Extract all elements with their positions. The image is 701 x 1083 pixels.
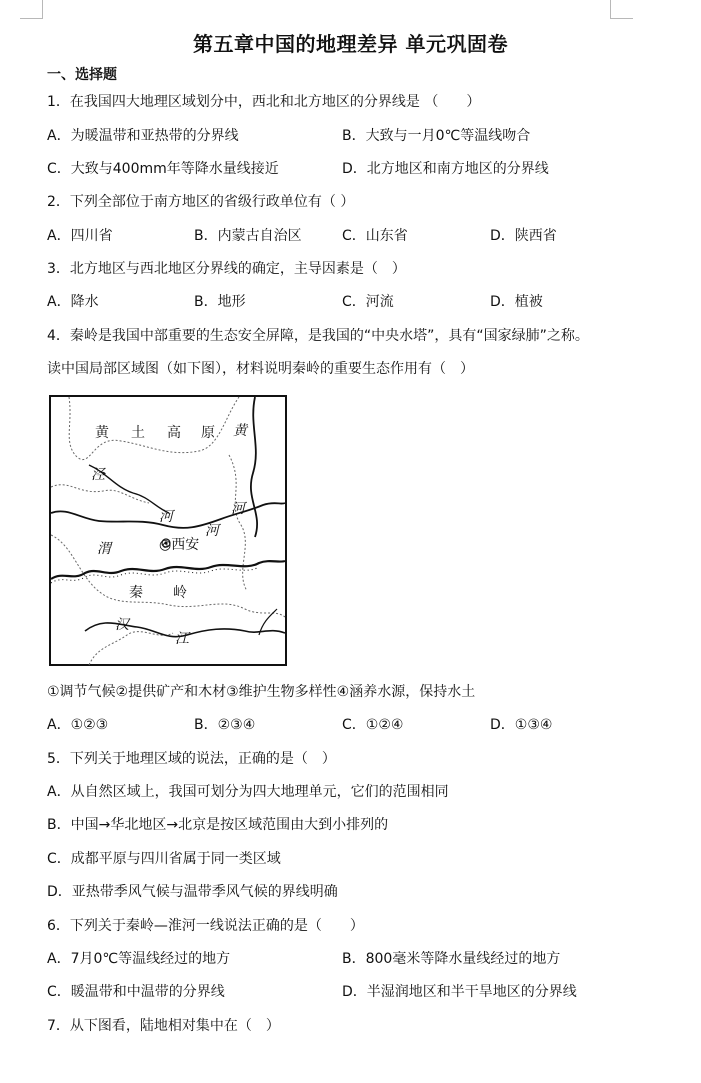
map-label-ling: 岭 — [173, 585, 187, 601]
page-corner-mark-left — [20, 0, 43, 19]
question-5-stem: 5．下列关于地理区域的说法，正确的是（ ） — [47, 751, 336, 767]
question-2-option-c: C．山东省 — [342, 228, 408, 244]
question-4-statements: ①调节气候②提供矿产和木材③维护生物多样性④涵养水源，保持水土 — [47, 684, 476, 700]
question-5-option-c: C．成都平原与四川省属于同一类区域 — [47, 851, 281, 867]
question-7-stem: 7．从下图看，陆地相对集中在（ ） — [47, 1018, 280, 1034]
question-1-option-a: A．为暖温带和亚热带的分界线 — [47, 128, 239, 144]
question-3-stem: 3．北方地区与西北地区分界线的确定，主导因素是（ ） — [47, 261, 406, 277]
question-4-option-d: D．①③④ — [490, 717, 553, 733]
map-label-yellow-river: 黄 — [233, 423, 247, 439]
question-1-stem: 1．在我国四大地理区域划分中，西北和北方地区的分界线是 （ ） — [47, 94, 481, 110]
question-2-option-a: A．四川省 — [47, 228, 113, 244]
question-5-option-b: B．中国→华北地区→北京是按区域范围由大到小排列的 — [47, 817, 389, 833]
map-label-xian: ◎西安 — [159, 537, 200, 553]
qinling-region-map — [49, 395, 287, 666]
question-6-option-b: B．800毫米等降水量线经过的地方 — [342, 951, 561, 967]
map-label-he-lower: 河 — [205, 523, 219, 539]
question-3-option-b: B．地形 — [194, 294, 246, 310]
question-2-option-d: D．陕西省 — [490, 228, 557, 244]
map-label-qin: 秦 — [129, 585, 143, 601]
question-6-option-a: A．7月0℃等温线经过的地方 — [47, 951, 231, 967]
map-label-gao: 高 — [167, 425, 181, 441]
question-4-option-b: B．②③④ — [194, 717, 256, 733]
question-5-option-d: D．亚热带季风气候与温带季风气候的界线明确 — [47, 884, 338, 900]
question-2-stem: 2．下列全部位于南方地区的省级行政单位有（ ） — [47, 194, 355, 210]
question-3-option-a: A．降水 — [47, 294, 99, 310]
map-label-tu: 土 — [131, 425, 145, 441]
page-title: 第五章中国的地理差异 单元巩固卷 — [193, 32, 508, 56]
map-label-wei-he: 河 — [159, 509, 173, 525]
page-corner-mark-right — [610, 0, 633, 19]
question-6-stem: 6．下列关于秦岭—淮河一线说法正确的是（ ） — [47, 918, 364, 934]
question-1-option-c: C．大致与400mm年等降水量线接近 — [47, 161, 279, 177]
question-3-option-c: C．河流 — [342, 294, 394, 310]
question-4-stem-line2: 读中国局部区域图（如下图），材料说明秦岭的重要生态作用有（ ） — [47, 361, 474, 377]
question-6-option-d: D．半湿润地区和半干旱地区的分界线 — [342, 984, 577, 1000]
map-label-jing: 泾 — [91, 467, 105, 483]
question-3-option-d: D．植被 — [490, 294, 543, 310]
map-label-huang: 黄 — [95, 425, 109, 441]
question-5-option-a: A．从自然区域上，我国可划分为四大地理单元，它们的范围相同 — [47, 784, 449, 800]
question-4-option-a: A．①②③ — [47, 717, 109, 733]
section-heading: 一、选择题 — [47, 67, 117, 83]
question-4-stem-line1: 4．秦岭是我国中部重要的生态安全屏障，是我国的“中央水塔”，具有“国家绿肺”之称。 — [47, 328, 589, 344]
map-label-wei: 渭 — [97, 541, 111, 557]
map-label-jiang: 江 — [175, 631, 189, 647]
map-label-yuan: 原 — [201, 425, 215, 441]
question-1-option-d: D．北方地区和南方地区的分界线 — [342, 161, 549, 177]
question-1-option-b: B．大致与一月0℃等温线吻合 — [342, 128, 531, 144]
map-label-huanghe-he: 河 — [231, 501, 245, 517]
question-4-option-c: C．①②④ — [342, 717, 404, 733]
question-2-option-b: B．内蒙古自治区 — [194, 228, 302, 244]
question-6-option-c: C．暖温带和中温带的分界线 — [47, 984, 225, 1000]
map-label-han: 汉 — [115, 617, 129, 633]
